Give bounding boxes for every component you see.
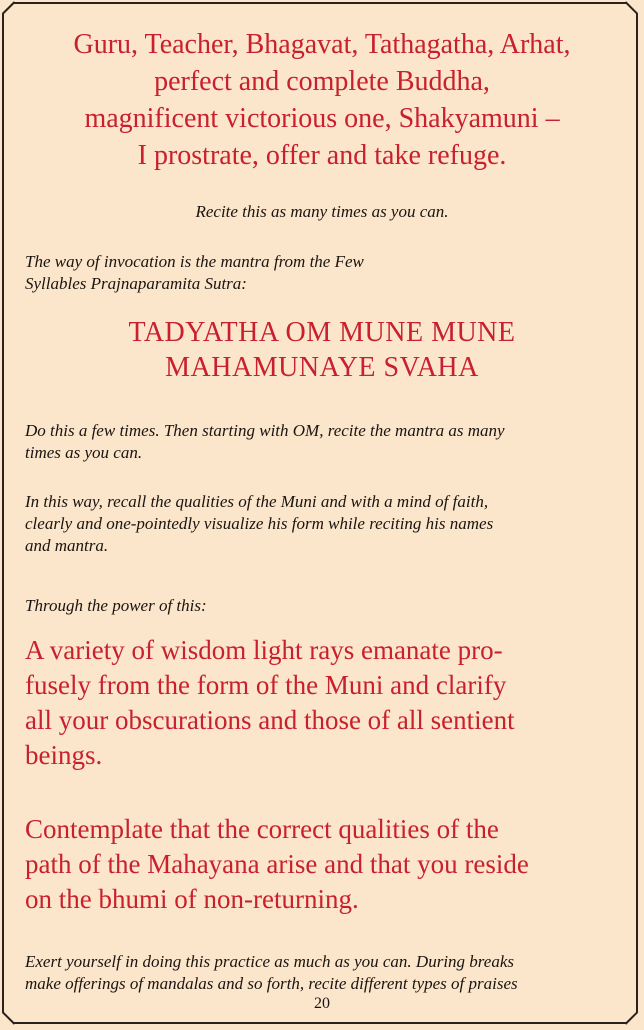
do-this-line: Do this a few times. Then starting with OM, recite the mantra as many [25, 421, 505, 440]
do-this-line: times as you can. [25, 443, 143, 462]
mantra [0, 315, 644, 385]
do-this-instruction [25, 420, 619, 464]
mantra-line: MAHAMUNAYE SVAHA [165, 352, 479, 383]
power-intro: Through the power of this: [25, 596, 207, 615]
visualization-line: In this way, recall the qualities of the Muni and with a mind of faith, [25, 492, 489, 511]
exert-line: make offerings of mandalas and so forth, recite different types of praises [25, 974, 518, 993]
recite-instruction: Recite this as many times as you can. [195, 202, 449, 221]
corner-bottom-left [2, 1011, 15, 1024]
visualization-instruction [25, 491, 619, 557]
contemplation-line: Contemplate that the correct qualities of the [25, 814, 499, 844]
exert-line: Exert yourself in doing this practice as much as you can. During breaks [25, 952, 514, 971]
refuge-verse [0, 26, 644, 174]
corner-top-left [2, 1, 15, 14]
corner-bottom-right [625, 1011, 638, 1024]
visualization-line: and mantra. [25, 536, 109, 555]
refuge-verse-line: I prostrate, offer and take refuge. [137, 140, 507, 171]
light-rays-visualization [25, 633, 625, 773]
refuge-verse-line: magnificent victorious one, Shakyamuni – [84, 103, 560, 134]
contemplation-line: on the bhumi of non-returning. [25, 884, 359, 914]
light-rays-line: fusely from the form of the Muni and clarify [25, 670, 507, 700]
refuge-verse-line: perfect and complete Buddha, [154, 66, 490, 97]
contemplation-verse [25, 812, 625, 917]
invocation-line: The way of invocation is the mantra from the Few [25, 252, 364, 271]
mantra-line: TADYATHA OM MUNE MUNE [128, 317, 516, 348]
light-rays-line: A variety of wisdom light rays emanate pro- [25, 635, 503, 665]
light-rays-line: beings. [25, 740, 103, 770]
invocation-line: Syllables Prajnaparamita Sutra: [25, 274, 247, 293]
contemplation-line: path of the Mahayana arise and that you reside [25, 849, 529, 879]
visualization-line: clearly and one-pointedly visualize his form while reciting his names [25, 514, 494, 533]
invocation-instruction [25, 251, 619, 295]
page-number: 20 [314, 995, 330, 1012]
corner-top-right [625, 1, 638, 14]
refuge-verse-line: Guru, Teacher, Bhagavat, Tathagatha, Arhat, [73, 29, 571, 60]
exert-instruction [25, 951, 619, 995]
light-rays-line: all your obscurations and those of all sentient [25, 705, 515, 735]
